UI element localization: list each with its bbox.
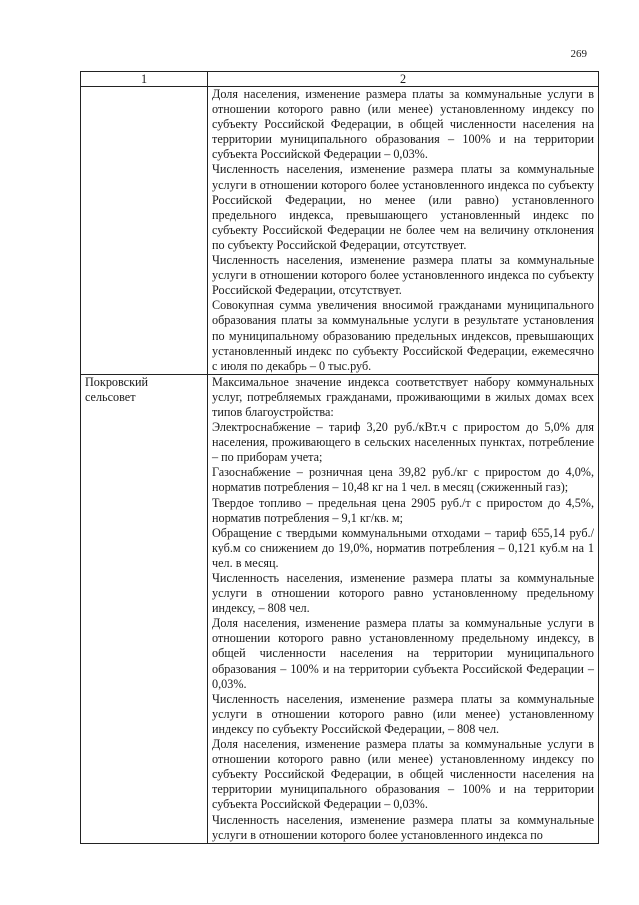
- municipality-name-line: Покровский: [85, 374, 149, 389]
- description-paragraph: Совокупная сумма увеличения вносимой гражданами муниципального образования платы за коммунальные услуги в результате установления по муниципальному образованию предельных индексов, превышающих установленный индекс по субъекту Российской Федерации, ежемесячно с июля по декабрь – 0 тыс.руб.: [212, 298, 594, 373]
- description-paragraph: Доля населения, изменение размера платы за коммунальные услуги в отношении которого равно (или менее) установленному индексу по субъекту Российской Федерации, в общей численности населения на территории муниципального образования – 100% и на территории субъекта Российской Федерации – 0,03%.: [212, 87, 594, 162]
- description-paragraph: Численность населения, изменение размера платы за коммунальные услуги в отношении которого более установленного индекса по субъекту Российской Федерации, отсутствует.: [212, 253, 594, 298]
- municipality-name-cell: [81, 374, 208, 843]
- page-number: 269: [570, 48, 587, 60]
- description-paragraph: Электроснабжение – тариф 3,20 руб./кВт.ч с приростом до 5,0% для населения, проживающего в сельских населенных пунктах, потребление – по приборам учета;: [212, 420, 594, 465]
- description-paragraph: Численность населения, изменение размера платы за коммунальные услуги в отношении которого более установленного индекса по: [212, 812, 594, 842]
- municipality-name-line: сельсовет: [85, 389, 136, 404]
- description-cell: [208, 374, 599, 843]
- table-header-row: [81, 72, 599, 87]
- description-paragraph: Доля населения, изменение размера платы за коммунальные услуги в отношении которого равно установленному предельному индексу, в общей численности населения на территории муниципального образования – 100% и на территории субъекта Российской Федерации – 0,03%.: [212, 616, 594, 691]
- municipality-name-cell: [81, 87, 208, 375]
- column-header-2: 2: [208, 72, 599, 87]
- column-header-1: 1: [81, 72, 208, 87]
- description-paragraph: Доля населения, изменение размера платы за коммунальные услуги в отношении которого равно (или менее) установленному индексу по субъекту Российской Федерации, в общей численности населения на территории муниципального образования – 100% и на территории субъекта Российской Федерации – 0,03%.: [212, 737, 594, 812]
- description-paragraph: Обращение с твердыми коммунальными отходами – тариф 655,14 руб./куб.м со снижением до 19,0%, норматив потребления – 0,121 куб.м на 1 чел. в месяц.: [212, 525, 594, 570]
- description-paragraph: Численность населения, изменение размера платы за коммунальные услуги в отношении которого более установленного индекса по субъекту Российской Федерации, но менее (или равно) установленного предельного индекса, превышающего установленный индекс по субъекту Российской Федерации не более чем на величину отклонения по субъекту Российской Федерации, отсутствует.: [212, 162, 594, 252]
- description-paragraph: Численность населения, изменение размера платы за коммунальные услуги в отношении которого равно (или менее) установленному индексу по субъекту Российской Федерации, – 808 чел.: [212, 691, 594, 736]
- description-paragraph: Твердое топливо – предельная цена 2905 руб./т с приростом до 4,5%, норматив потребления – 9,1 кг/кв. м;: [212, 495, 594, 525]
- data-table: [80, 71, 599, 844]
- description-paragraph: Газоснабжение – розничная цена 39,82 руб./кг с приростом до 4,0%, норматив потребления – 10,48 кг на 1 чел. в месяц (сжиженный газ);: [212, 465, 594, 495]
- description-cell: [208, 87, 599, 375]
- description-paragraph: Максимальное значение индекса соответствует набору коммунальных услуг, потребляемых гражданами, проживающими в жилых домах всех типов благоустройства:: [212, 374, 594, 419]
- table-row: [81, 87, 599, 375]
- description-paragraph: Численность населения, изменение размера платы за коммунальные услуги в отношении которого равно установленному предельному индексу, – 808 чел.: [212, 571, 594, 616]
- table-row: [81, 374, 599, 843]
